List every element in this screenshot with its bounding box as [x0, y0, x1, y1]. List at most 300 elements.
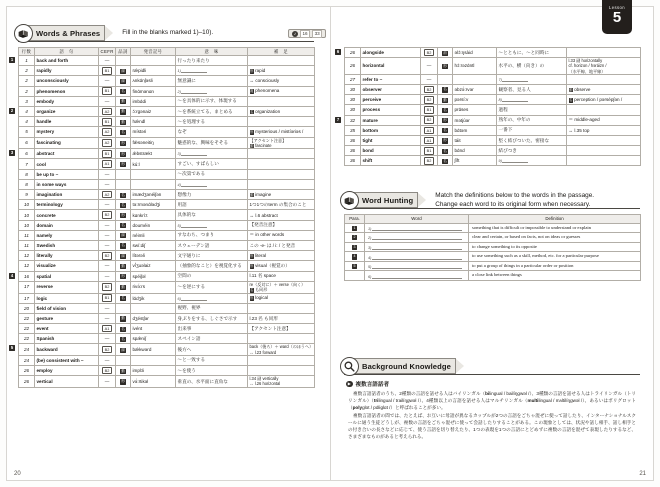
vocab-word: tight — [361, 135, 421, 145]
word-hunting-instruction-line2: Change each word to its original form when necessary. — [435, 200, 591, 208]
vocab-word: handle — [35, 117, 99, 127]
vocab-supplement: 名 organization — [248, 106, 315, 116]
vocab-phonetic: ʌnkɑ́nʃəsli — [131, 76, 176, 86]
vocab-supplement: 形 rapid — [248, 66, 315, 76]
vocab-word: phenomenon — [35, 86, 99, 96]
vocab-row — [345, 74, 641, 84]
vocab-row — [345, 115, 641, 125]
vocab-line-number: 8 — [19, 169, 35, 179]
vocab-line-number: 2 — [19, 86, 35, 96]
vocab-cefr-level: B1 — [421, 105, 438, 115]
background-knowledge-subhead-text: 複数言語話者 — [355, 382, 390, 388]
vocab-part-of-speech: 動 — [116, 313, 131, 323]
vocab-supplement — [248, 334, 315, 344]
vocab-cefr-level: — — [99, 303, 116, 313]
vocab-word: imagination — [35, 190, 99, 200]
hunt-paragraph-number: 2 — [345, 233, 365, 243]
vocab-part-of-speech — [438, 74, 453, 84]
vocab-supplement — [248, 303, 315, 313]
vocab-cefr-level: B1 — [421, 146, 438, 156]
vocab-part-of-speech: 形 — [438, 115, 453, 125]
vocab-meaning: 身ぶりをする、しぐさで示す — [176, 313, 248, 323]
vocab-meaning: 想像力 — [176, 190, 248, 200]
vocab-supplement: ＝ in other words — [248, 230, 315, 240]
vocab-meaning: 2) — [176, 86, 248, 96]
vocab-word: organize — [35, 106, 99, 116]
background-knowledge-header — [344, 358, 464, 374]
vocab-row — [19, 324, 315, 334]
vocab-row — [19, 86, 315, 96]
audio-track-chip[interactable] — [288, 29, 326, 38]
vocab-row — [19, 355, 315, 365]
vocab-phonetic: pərsí:v — [453, 95, 497, 105]
vocab-cefr-level: — — [99, 56, 116, 66]
audio-track-from: 16 — [300, 30, 310, 38]
vocab-line-number: 17 — [19, 281, 35, 293]
vocab-line-number: 27 — [345, 74, 361, 84]
vocab-supplement: 形 literal — [248, 251, 315, 261]
vocab-supplement: この -e- は / i: / と発音 — [248, 240, 315, 250]
vocab-phonetic: əlɔ́:ŋsàid — [453, 48, 497, 58]
vocab-word: process — [361, 105, 421, 115]
vocab-line-number: 26 — [345, 58, 361, 75]
vocab-phonetic: swí:diʃ — [131, 240, 176, 250]
vocab-part-of-speech: 形 — [116, 149, 131, 159]
vocab-cefr-level: B2 — [99, 281, 116, 293]
vocab-part-of-speech — [116, 303, 131, 313]
vocab-phonetic: místəri — [131, 127, 176, 137]
hunt-word-answer-blank[interactable]: 4) — [365, 252, 469, 262]
audio-track-to: 33 — [312, 30, 322, 38]
vocab-cefr-level: — — [99, 169, 116, 179]
background-knowledge-paragraph: 複数言語話者のうち、2種類の言語を話せる人はバイリンガル（bilingual / bailíŋgwəl /）、3種類の言語を話せる人はトライリンガル（トリリンガル）（trilingual / trailíŋgwəl /）、4種類以上の言語を話せる人はマルチリンガル（multilingual / mʌltilíŋgwəl /）、あるいはポリグロット（polyglot / pɑ́liglɑt /）と呼ばれることが多い。 — [348, 391, 636, 411]
vocab-row — [19, 210, 315, 220]
vocab-word: terminology — [35, 200, 99, 210]
vocab-word: abstract — [35, 149, 99, 159]
vocab-phonetic: táit — [453, 135, 497, 145]
vocab-row — [19, 293, 315, 303]
vocab-meaning: ～を処理する — [176, 117, 248, 127]
hunt-paragraph-number: 5 — [345, 261, 365, 271]
hunt-definition: to change something to its opposite — [469, 242, 641, 252]
vocab-meaning: ～を系統立てる、まとめる — [176, 106, 248, 116]
vocab-cefr-level: — — [99, 355, 116, 365]
book-icon — [340, 191, 359, 210]
vocab-line-number: 20 — [19, 303, 35, 313]
hunt-word-answer-blank[interactable]: 5) — [365, 261, 469, 271]
play-bullet-icon: ▶ — [347, 380, 351, 386]
vocab-supplement: 1つ1つのterm の集合のこと — [248, 200, 315, 210]
vocab-part-of-speech: 名 — [438, 156, 453, 166]
vocab-phonetic: kú:l — [131, 159, 176, 169]
vocab-cefr-level: — — [99, 179, 116, 189]
lesson-tab — [602, 0, 632, 34]
vocab-word: backward — [35, 344, 99, 355]
vocab-line-number: 22 — [19, 324, 35, 334]
vocab-supplement: 【発音注意】 — [248, 220, 315, 230]
vocab-supplement — [248, 179, 315, 189]
vocab-word: visualize — [35, 261, 99, 271]
paragraph-marker: 6 — [336, 49, 340, 54]
vocab-cefr-level: — — [99, 334, 116, 344]
vocab-line-number: 24 — [19, 344, 35, 355]
vocab-phonetic: néimli — [131, 230, 176, 240]
vocab-part-of-speech: 名 — [438, 125, 453, 135]
vocab-line-number: 16 — [19, 271, 35, 281]
vocab-phonetic: lítərəli — [131, 251, 176, 261]
vocab-cefr-level: — — [99, 271, 116, 281]
vocab-body-right — [345, 48, 641, 166]
vocab-row — [19, 117, 315, 127]
vocab-part-of-speech: 動 — [116, 106, 131, 116]
hunt-word-answer-blank[interactable]: 6) — [365, 271, 469, 281]
vocab-word: back and forth — [35, 56, 99, 66]
vocab-part-of-speech: 形 — [438, 135, 453, 145]
vocab-word: field of vision — [35, 303, 99, 313]
vocab-cefr-level: A1 — [99, 159, 116, 169]
vocab-supplement — [567, 74, 641, 84]
word-hunting-badge — [344, 192, 418, 208]
vocab-phonetic: ivént — [131, 324, 176, 334]
vocab-row — [19, 159, 315, 169]
vocab-phonetic: və́:rtikəl — [131, 376, 176, 387]
vocab-meaning: 堅く結びついた、密接な — [497, 135, 567, 145]
vocab-supplement — [248, 355, 315, 365]
vocab-part-of-speech: 副 — [116, 344, 131, 355]
vocab-row — [19, 149, 315, 159]
vocab-col-word: 語 句 — [35, 48, 99, 56]
vocab-line-number: 26 — [19, 366, 35, 376]
vocab-word: alongside — [361, 48, 421, 58]
vocab-cefr-level: — — [99, 261, 116, 271]
vocab-line-number: 26 — [19, 376, 35, 387]
vocab-meaning: ～を具体的に示す、体現する — [176, 96, 248, 106]
vocab-word: horizontal — [361, 58, 421, 75]
vocab-line-number: 36 — [345, 156, 361, 166]
vocab-cefr-level: — — [99, 313, 116, 323]
vocab-meaning: 8) — [497, 95, 567, 105]
vocab-line-number: 4 — [19, 106, 35, 116]
vocab-part-of-speech — [116, 355, 131, 365]
vocab-part-of-speech: 名 — [438, 146, 453, 156]
vocab-part-of-speech: 動 — [116, 96, 131, 106]
vocab-line-number: 12 — [19, 261, 35, 271]
background-knowledge-rule — [344, 374, 640, 375]
vocab-line-number: 11 — [19, 230, 35, 240]
vocab-supplement: 【アクセント注意】 — [248, 324, 315, 334]
vocab-cefr-level: B2 — [99, 366, 116, 376]
vocab-supplement: 動 imagine — [248, 190, 315, 200]
vocab-cefr-level: B2 — [99, 210, 116, 220]
vocab-line-number: 10 — [19, 210, 35, 220]
hunt-row — [345, 223, 641, 233]
vocab-cefr-level: B2 — [421, 115, 438, 125]
vocab-cefr-level: — — [99, 200, 116, 210]
vocab-part-of-speech: 名 — [116, 127, 131, 137]
vocab-cefr-level: A1 — [99, 324, 116, 334]
vocab-part-of-speech: 名 — [116, 324, 131, 334]
vocab-phonetic: ví́ʒuəlaiz — [131, 261, 176, 271]
hunt-word-answer-blank[interactable]: 2) — [365, 233, 469, 243]
vocab-phonetic: lɑ́dʒik — [131, 293, 176, 303]
vocab-row — [19, 137, 315, 149]
vocab-phonetic — [131, 169, 176, 179]
page-number-right: 21 — [639, 471, 646, 477]
vocab-meaning: 一番下 — [497, 125, 567, 135]
hunt-definition: to use something such as a skill, method, etc. for a particular purpose — [469, 252, 641, 262]
vocab-part-of-speech — [116, 169, 131, 179]
vocab-word: literally — [35, 251, 99, 261]
vocab-cefr-level: — — [99, 76, 116, 86]
vocab-row — [19, 179, 315, 189]
vocab-word: shift — [361, 156, 421, 166]
vocab-meaning: 無意識に — [176, 76, 248, 86]
hunt-header-row — [345, 215, 641, 224]
words-phrases-rule — [18, 41, 314, 42]
vocab-cefr-level: B2 — [421, 48, 438, 58]
vocab-cefr-level: B1 — [99, 149, 116, 159]
hunt-paragraph-number: 3 — [345, 242, 365, 252]
vocab-meaning: 後方へ — [176, 344, 248, 355]
vocab-word: bottom — [361, 125, 421, 135]
vocab-row — [19, 200, 315, 210]
vocab-line-number: 11 — [19, 240, 35, 250]
vocab-col-cefr: CEFR — [100, 49, 114, 54]
vocab-supplement: 名 perception / pərsépʃən / — [567, 95, 641, 105]
vocab-line-number: 22 — [19, 334, 35, 344]
vocab-word: fascinating — [35, 137, 99, 149]
vocab-phonetic: implɔ́i — [131, 366, 176, 376]
vocab-row — [345, 105, 641, 115]
vocab-cefr-level: B1 — [99, 293, 116, 303]
vocab-phonetic: kɑnkrí:t — [131, 210, 176, 220]
vocab-cefr-level: A2 — [99, 190, 116, 200]
vocab-row — [19, 169, 315, 179]
hunt-definition: to put a group of things in a particular order or position — [469, 261, 641, 271]
vocab-row — [19, 230, 315, 240]
vocab-supplement: ↔ l.6 abstract — [248, 210, 315, 220]
speaker-icon: ♪ — [293, 30, 297, 36]
vocab-part-of-speech: 副 — [116, 230, 131, 240]
vocab-phonetic: tə:rmənɑ́lədʒi — [131, 200, 176, 210]
lesson-tab-label: Lesson — [609, 5, 625, 10]
vocab-part-of-speech: 副 — [116, 66, 131, 76]
vocab-cefr-level: — — [99, 230, 116, 240]
vocab-row — [19, 76, 315, 86]
vocab-meaning: 空間の — [176, 271, 248, 281]
vocab-supplement: l.11 名 space — [248, 271, 315, 281]
vocab-meaning: 魅惑的な、興味をそそる — [176, 137, 248, 149]
vocab-row — [345, 135, 641, 145]
hunt-row — [345, 233, 641, 243]
page-gutter-divider — [330, 6, 331, 481]
vocab-col-line-no: 行数 — [19, 48, 35, 56]
hunt-row — [345, 252, 641, 262]
word-hunting-instruction-line1: Match the definitions below to the words in the passage. — [435, 192, 595, 200]
vocab-supplement: l.33 副 horizontally cf. horizon / həráizn / （水平線、地平線） — [567, 58, 641, 75]
vocab-meaning: 6) — [176, 293, 248, 303]
vocab-line-number: 36 — [345, 135, 361, 145]
vocab-line-number: 7 — [19, 159, 35, 169]
vocab-word: rapidly — [35, 66, 99, 76]
vocab-phonetic — [131, 56, 176, 66]
vocab-row — [345, 58, 641, 75]
hunt-definition: a close link between things — [469, 271, 641, 281]
hunt-body — [345, 223, 641, 281]
vocab-word: employ — [35, 366, 99, 376]
vocab-meaning: 過程 — [497, 105, 567, 115]
paragraph-marker: 7 — [336, 117, 340, 122]
vocab-supplement — [567, 146, 641, 156]
vocab-meaning: 3) — [176, 149, 248, 159]
vocab-part-of-speech — [116, 179, 131, 189]
vocab-word: domain — [35, 220, 99, 230]
vocab-supplement: re（反対に）＋ verse（向く） 名 も同形 — [248, 281, 315, 293]
word-hunting-rule — [344, 208, 640, 209]
vocab-supplement: 複 phenomena — [248, 86, 315, 96]
vocab-part-of-speech: 形 — [438, 58, 453, 75]
vocab-header-row — [19, 48, 315, 56]
vocab-line-number: 36 — [345, 146, 361, 156]
vocab-meaning: ～と一致する — [176, 355, 248, 365]
background-knowledge-subhead — [346, 380, 389, 388]
hunt-row — [345, 271, 641, 281]
vocab-part-of-speech: 形 — [116, 137, 131, 149]
vocab-phonetic: spǽniʃ — [131, 334, 176, 344]
vocab-line-number: 35 — [345, 125, 361, 135]
vocab-phonetic: imbɑ́di — [131, 96, 176, 106]
vocab-row — [19, 240, 315, 250]
vocab-meaning: すごい、すばらしい — [176, 159, 248, 169]
hunt-definition: clear and certain, or based on facts, not on ideas or guesses — [469, 233, 641, 243]
vocab-word: unconsciously — [35, 76, 99, 86]
vocab-row — [345, 48, 641, 58]
vocab-meaning: 9) — [497, 156, 567, 166]
background-knowledge-badge — [344, 358, 456, 374]
vocab-phonetic: ʃíft — [453, 156, 497, 166]
word-hunting-header — [344, 192, 594, 208]
lesson-tab-number: 5 — [612, 9, 622, 26]
hunt-paragraph-number: 1 — [345, 223, 365, 233]
vocab-part-of-speech: 動 — [116, 117, 131, 127]
hunt-definition: something that is difficult or impossible to understand or explain — [469, 223, 641, 233]
vocab-row — [345, 84, 641, 94]
vocab-word: concrete — [35, 210, 99, 220]
vocab-word: mature — [361, 115, 421, 125]
vocab-line-number: 24 — [19, 355, 35, 365]
vocab-word: embody — [35, 96, 99, 106]
vocab-meaning: 出来事 — [176, 324, 248, 334]
vocab-part-of-speech: 動 — [116, 366, 131, 376]
vocab-supplement: 動 observe — [567, 84, 641, 94]
vocab-meaning: ～を使う — [176, 366, 248, 376]
vocab-meaning: 結びつき — [497, 146, 567, 156]
magnifier-icon — [340, 357, 359, 376]
vocab-phonetic — [131, 355, 176, 365]
vocab-cefr-level: B2 — [99, 344, 116, 355]
vocab-part-of-speech: 名 — [116, 334, 131, 344]
vocab-word: in some ways — [35, 179, 99, 189]
word-hunting-table — [344, 214, 641, 281]
vocab-word: Spanish — [35, 334, 99, 344]
vocab-supplement — [567, 156, 641, 166]
vocab-part-of-speech: 名 — [116, 190, 131, 200]
vocab-line-number: 3 — [19, 96, 35, 106]
badge-tail — [417, 192, 426, 208]
vocab-cefr-level: — — [99, 220, 116, 230]
vocab-phonetic: bǽkwərd — [131, 344, 176, 355]
page-number-left: 20 — [14, 471, 21, 477]
vocab-part-of-speech: 動 — [116, 261, 131, 271]
vocab-cefr-level: B1 — [99, 66, 116, 76]
vocabulary-table-right — [344, 47, 641, 166]
vocab-supplement — [567, 48, 641, 58]
vocab-supplement — [248, 366, 315, 376]
vocab-meaning: 1) — [176, 66, 248, 76]
vocab-row — [345, 146, 641, 156]
vocab-part-of-speech: 形 — [116, 159, 131, 169]
vocab-line-number: 1 — [19, 56, 35, 66]
vocab-meaning: ～次第である — [176, 169, 248, 179]
vocab-line-number: 12 — [19, 251, 35, 261]
vocab-part-of-speech: 動 — [438, 95, 453, 105]
vocab-meaning: 行ったり来たり — [176, 56, 248, 66]
vocab-part-of-speech: 名 — [116, 240, 131, 250]
vocab-phonetic: prɑ́ses — [453, 105, 497, 115]
vocab-line-number: 6 — [19, 149, 35, 159]
vocab-part-of-speech: 名 — [116, 200, 131, 210]
vocab-row — [19, 251, 315, 261]
vocab-supplement: 形 mysterious / mistíəriəs / — [248, 127, 315, 137]
vocab-row — [19, 106, 315, 116]
vocab-cefr-level: B2 — [421, 156, 438, 166]
vocab-row — [19, 303, 315, 313]
vocab-meaning: 熟年の、中年の — [497, 115, 567, 125]
vocab-line-number: 6 — [19, 137, 35, 149]
vocab-meaning: 7) — [497, 74, 567, 84]
vocab-phonetic: hǽndl — [131, 117, 176, 127]
vocab-cefr-level: — — [99, 240, 116, 250]
vocab-word: vertical — [35, 376, 99, 387]
paragraph-marker: 5 — [10, 345, 14, 350]
paragraph-marker: 1 — [10, 57, 14, 62]
vocab-part-of-speech: 形 — [116, 271, 131, 281]
vocab-cefr-level: A2 — [99, 127, 116, 137]
vocab-phonetic: douméin — [131, 220, 176, 230]
hunt-row — [345, 242, 641, 252]
hunt-word-answer-blank[interactable]: 1) — [365, 223, 469, 233]
vocab-phonetic: finɑ́mənɑn — [131, 86, 176, 96]
vocab-phonetic: imædʒənéiʃən — [131, 190, 176, 200]
vocab-line-number: 30 — [345, 95, 361, 105]
vocab-supplement: l.23 名 も同形 — [248, 313, 315, 323]
words-phrases-header — [18, 25, 213, 41]
vocab-meaning: 4) — [176, 179, 248, 189]
vocab-phonetic: rivə́:rs — [131, 281, 176, 293]
vocab-word: cool — [35, 159, 99, 169]
vocab-cefr-level: A1 — [421, 125, 438, 135]
vocab-line-number: 8 — [19, 179, 35, 189]
vocab-row — [19, 190, 315, 200]
vocab-phonetic: dʒéstʃər — [131, 313, 176, 323]
vocab-row — [19, 96, 315, 106]
hunt-col-word: Word — [365, 215, 469, 224]
vocab-word: mystery — [35, 127, 99, 137]
vocab-row — [19, 56, 315, 66]
hunt-word-answer-blank[interactable]: 3) — [365, 242, 469, 252]
vocab-row — [19, 220, 315, 230]
vocab-meaning: 用語 — [176, 200, 248, 210]
